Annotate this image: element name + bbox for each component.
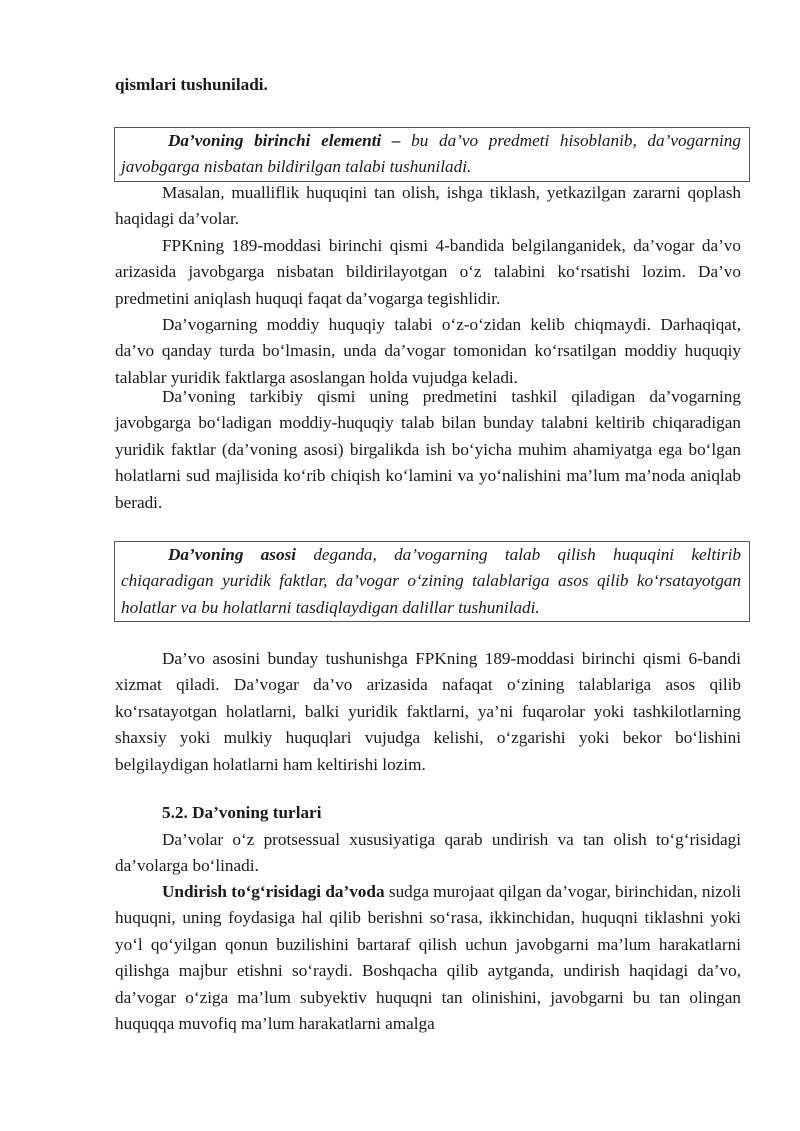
definition-text: deganda, da’vogarning talab qilish huquqini keltirib chiqaradigan yuridik faktlar, da’vogar o‘zining talablariga asos qilib ko‘rsatayotgan holatlar va bu holatlarni tasdiqlaydigan dalillar tushuniladi. xyxy=(121,545,741,617)
paragraph-lead: Undirish to‘g‘risidagi da’voda xyxy=(162,882,385,901)
paragraph-2: FPKning 189-moddasi birinchi qismi 4-bandida belgilanganidek, da’vogar da’vo arizasida javobgarga nisbatan bildirilayotgan o‘z talabini ko‘rsatishi lozim. Da’vo predmetini aniqlash huquqi faqat da’vogarga tegishlidir. xyxy=(115,236,741,308)
paragraph-text: sudga murojaat qilgan da’vogar, birinchidan, nizoli huquqni, uning foydasiga hal qilib berishni so‘rasa, ikkinchidan, huquqni tiklashni yoki yo‘l qo‘yilgan qonun buzilishini bartaraf qilish uchun javobgarni ma’lum harakatlarni qilishga majbur etishni so‘raydi. Boshqacha qilib aytganda, undirish haqidagi da’vo, da’vogar o‘ziga ma’lum subyektiv huquqni tan olinishini, javobgarni bu tan olingan huquqqa muvofiq ma’lum harakatlarni amalga xyxy=(115,882,741,1034)
paragraph-4: Da’voning tarkibiy qismi uning predmetini tashkil qiladigan da’vogarning javobgarga bo‘ladigan moddiy-huquqiy talab bilan bunday talabni keltirib chiqaradigan yuridik faktlar (da’voning asosi) birgalikda ish bo‘yicha muhim ahamiyatga ega bo‘lgan holatlarni sud majlisida ko‘rib chiqish ko‘lamini va yo‘nalishini ma’lum ma’noda aniqlab beradi. xyxy=(115,387,741,512)
definition-box-basis xyxy=(114,541,750,622)
continuation-heading: qismlari tushuniladi. xyxy=(115,75,268,94)
paragraph-1: Masalan, mualliflik huquqini tan olish, ishga tiklash, yetkazilgan zararni qoplash haqidagi da’volar. xyxy=(115,183,741,229)
section-heading: 5.2. Da’voning turlari xyxy=(162,803,322,822)
definition-term: Da’voning asosi xyxy=(168,545,297,564)
definition-box-subject xyxy=(114,127,750,182)
definition-text: bu da’vo predmeti hisoblanib, da’vogarning javobgarga nisbatan bildirilgan talabi tushuniladi. xyxy=(121,131,741,177)
paragraph-6: Da’volar o‘z protsessual xususiyatiga qarab undirish va tan olish to‘g‘risidagi da’volarga bo‘linadi. xyxy=(115,830,741,876)
paragraph-5: Da’vo asosini bunday tushunishga FPKning 189-moddasi birinchi qismi 6-bandi xizmat qiladi. Da’vogar da’vo arizasida nafaqat o‘zining talablariga asos qilib ko‘rsatayotgan holatlarni, balki yuridik faktlarni, ya’ni fuqarolar yoki tashkilotlarning shaxsiy yoki mulkiy huquqlari vujudga kelishi, o‘zgarishi yoki bekor bo‘lishini belgilaydigan holatlarni ham keltirishi lozim. xyxy=(115,649,741,774)
paragraph-3: Da’vogarning moddiy huquqiy talabi o‘z-o‘zidan kelib chiqmaydi. Darhaqiqat, da’vo qanday turda bo‘lmasin, unda da’vogar tomonidan ko‘rsatilgan moddiy huquqiy talablar yuridik faktlarga asoslangan holda vujudga keladi. xyxy=(115,315,741,387)
paragraph-7 xyxy=(115,879,741,1037)
definition-term: Da’voning birinchi elementi – xyxy=(168,131,401,150)
